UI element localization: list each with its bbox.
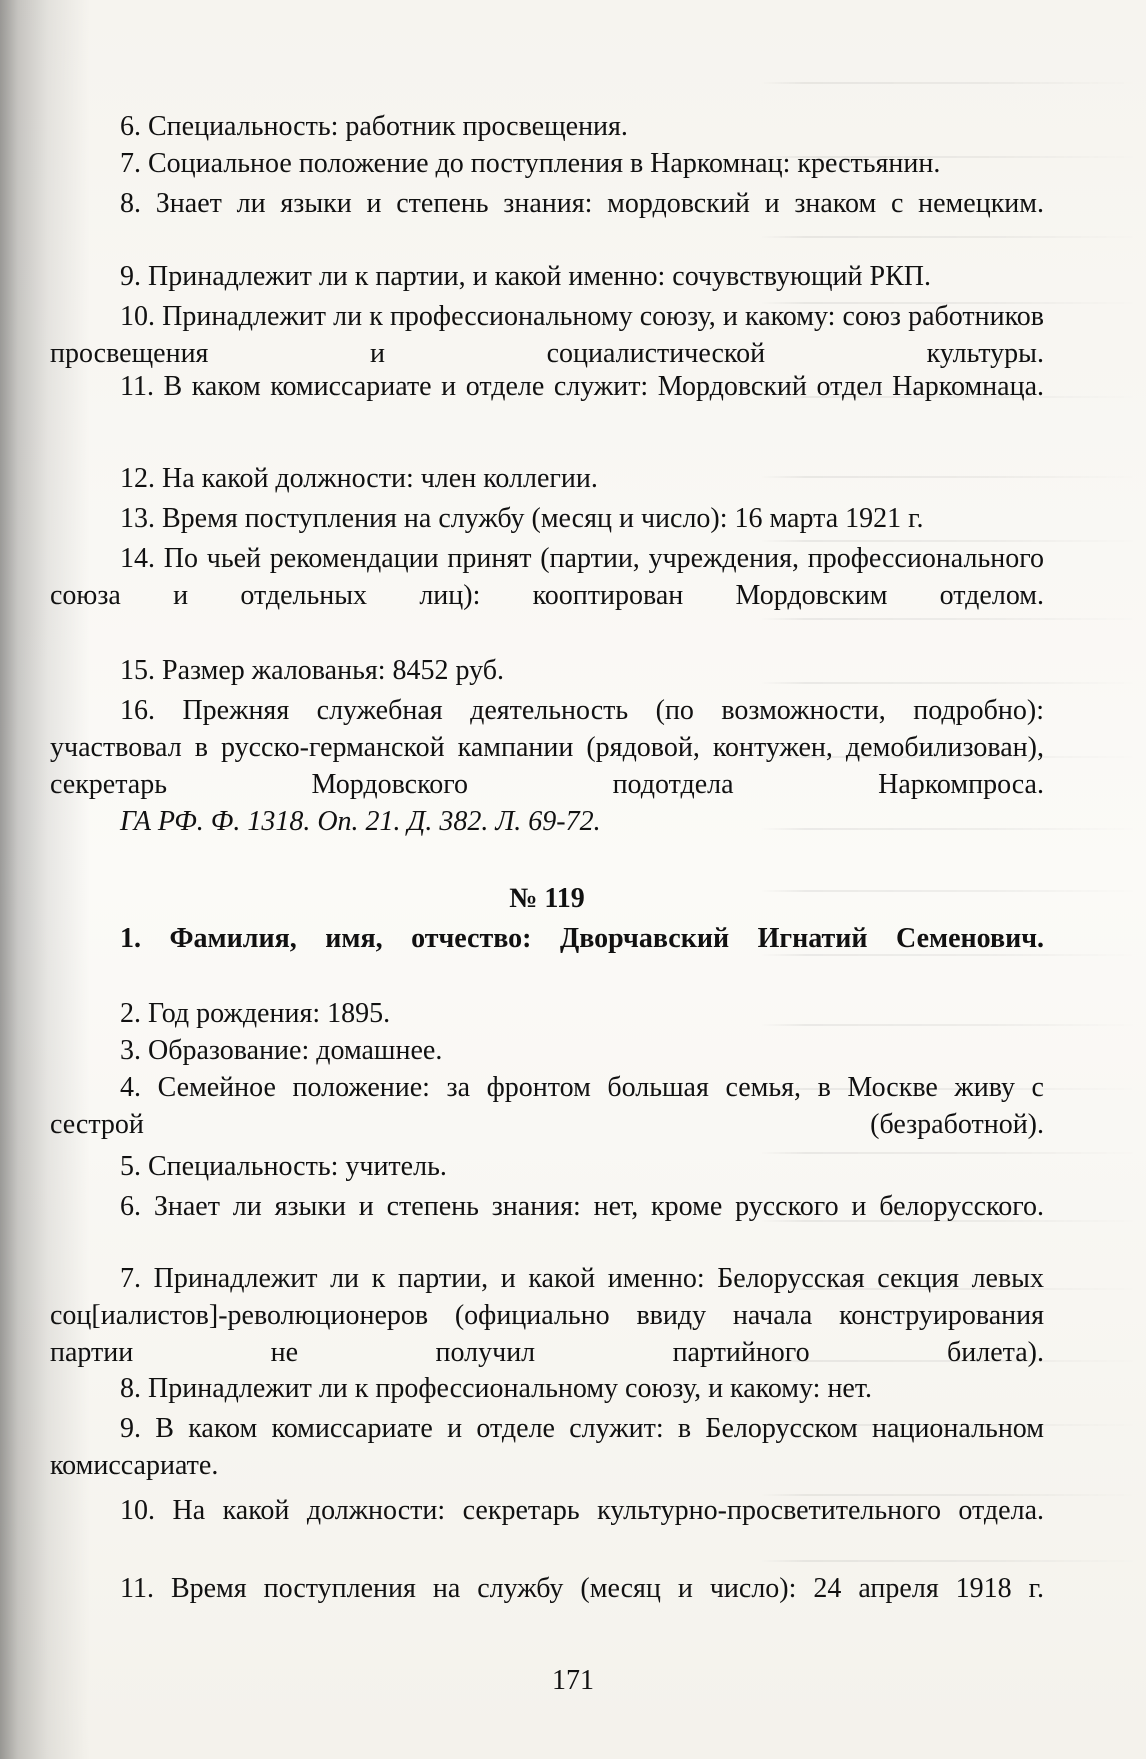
record-number: № 119 bbox=[509, 883, 585, 914]
record-item-5-specialty: 5. Специальность: учитель. bbox=[120, 1151, 447, 1182]
archival-source: ГА РФ. Ф. 1318. Оп. 21. Д. 382. Л. 69-72. bbox=[120, 806, 601, 837]
item-8-languages: 8. Знает ли языки и степень знания: мордовский и знаком с немецким. bbox=[120, 188, 1044, 219]
record-item-6-languages: 6. Знает ли языки и степень знания: нет, кроме русского и белорусского. bbox=[120, 1191, 1044, 1222]
record-item-1-name: 1. Фамилия, имя, отчество: Дворчавский Игнатий Семенович. bbox=[120, 923, 1044, 954]
item-6-specialty: 6. Специальность: работник просвещения. bbox=[120, 111, 628, 142]
record-item-7-party: 7. Принадлежит ли к партии, и какой именно: Белорусская секция левых соц[иалистов]-революционеров (официально ввиду начала конструирования партии не получил партийного билета). bbox=[50, 1263, 1044, 1368]
record-item-9-department: 9. В каком комиссариате и отделе служит: в Белорусском национальном комиссариате. bbox=[50, 1413, 1044, 1481]
item-14-recommendation: 14. По чьей рекомендации принят (партии, учреждения, профессионального союза и отдельных лиц): кооптирован Мордовским отделом. bbox=[50, 543, 1044, 611]
item-7-social-status: 7. Социальное положение до поступления в Наркомнац: крестьянин. bbox=[120, 148, 941, 179]
item-12-position: 12. На какой должности: член коллегии. bbox=[120, 463, 598, 494]
item-9-party: 9. Принадлежит ли к партии, и какой именно: сочувствующий РКП. bbox=[120, 261, 931, 292]
item-10-union: 10. Принадлежит ли к профессиональному союзу, и какому: союз работников просвещения и социалистической культуры. bbox=[50, 301, 1044, 369]
item-15-salary: 15. Размер жалованья: 8452 руб. bbox=[120, 655, 505, 686]
item-13-start-date: 13. Время поступления на службу (месяц и число): 16 марта 1921 г. bbox=[120, 503, 924, 534]
item-11-department: 11. В каком комиссариате и отделе служит: Мордовский отдел Наркомнаца. bbox=[120, 371, 1044, 402]
record-item-10-position: 10. На какой должности: секретарь культурно-просветительного отдела. bbox=[120, 1495, 1044, 1526]
record-item-3-education: 3. Образование: домашнее. bbox=[120, 1035, 443, 1066]
item-16-prior-activity: 16. Прежняя служебная деятельность (по возможности, подробно): участвовал в русско-германской кампании (рядовой, контужен, демобилизован), секретарь Мордовского подотдела Наркомпроса. bbox=[50, 695, 1044, 800]
page-number: 171 bbox=[552, 1665, 594, 1696]
record-item-8-union: 8. Принадлежит ли к профессиональному союзу, и какому: нет. bbox=[120, 1373, 872, 1404]
record-item-11-start-date: 11. Время поступления на службу (месяц и число): 24 апреля 1918 г. bbox=[120, 1573, 1044, 1604]
record-item-2-birth-year: 2. Год рождения: 1895. bbox=[120, 998, 391, 1029]
record-item-4-family-status: 4. Семейное положение: за фронтом большая семья, в Москве живу с сестрой (безработной). bbox=[50, 1072, 1044, 1140]
